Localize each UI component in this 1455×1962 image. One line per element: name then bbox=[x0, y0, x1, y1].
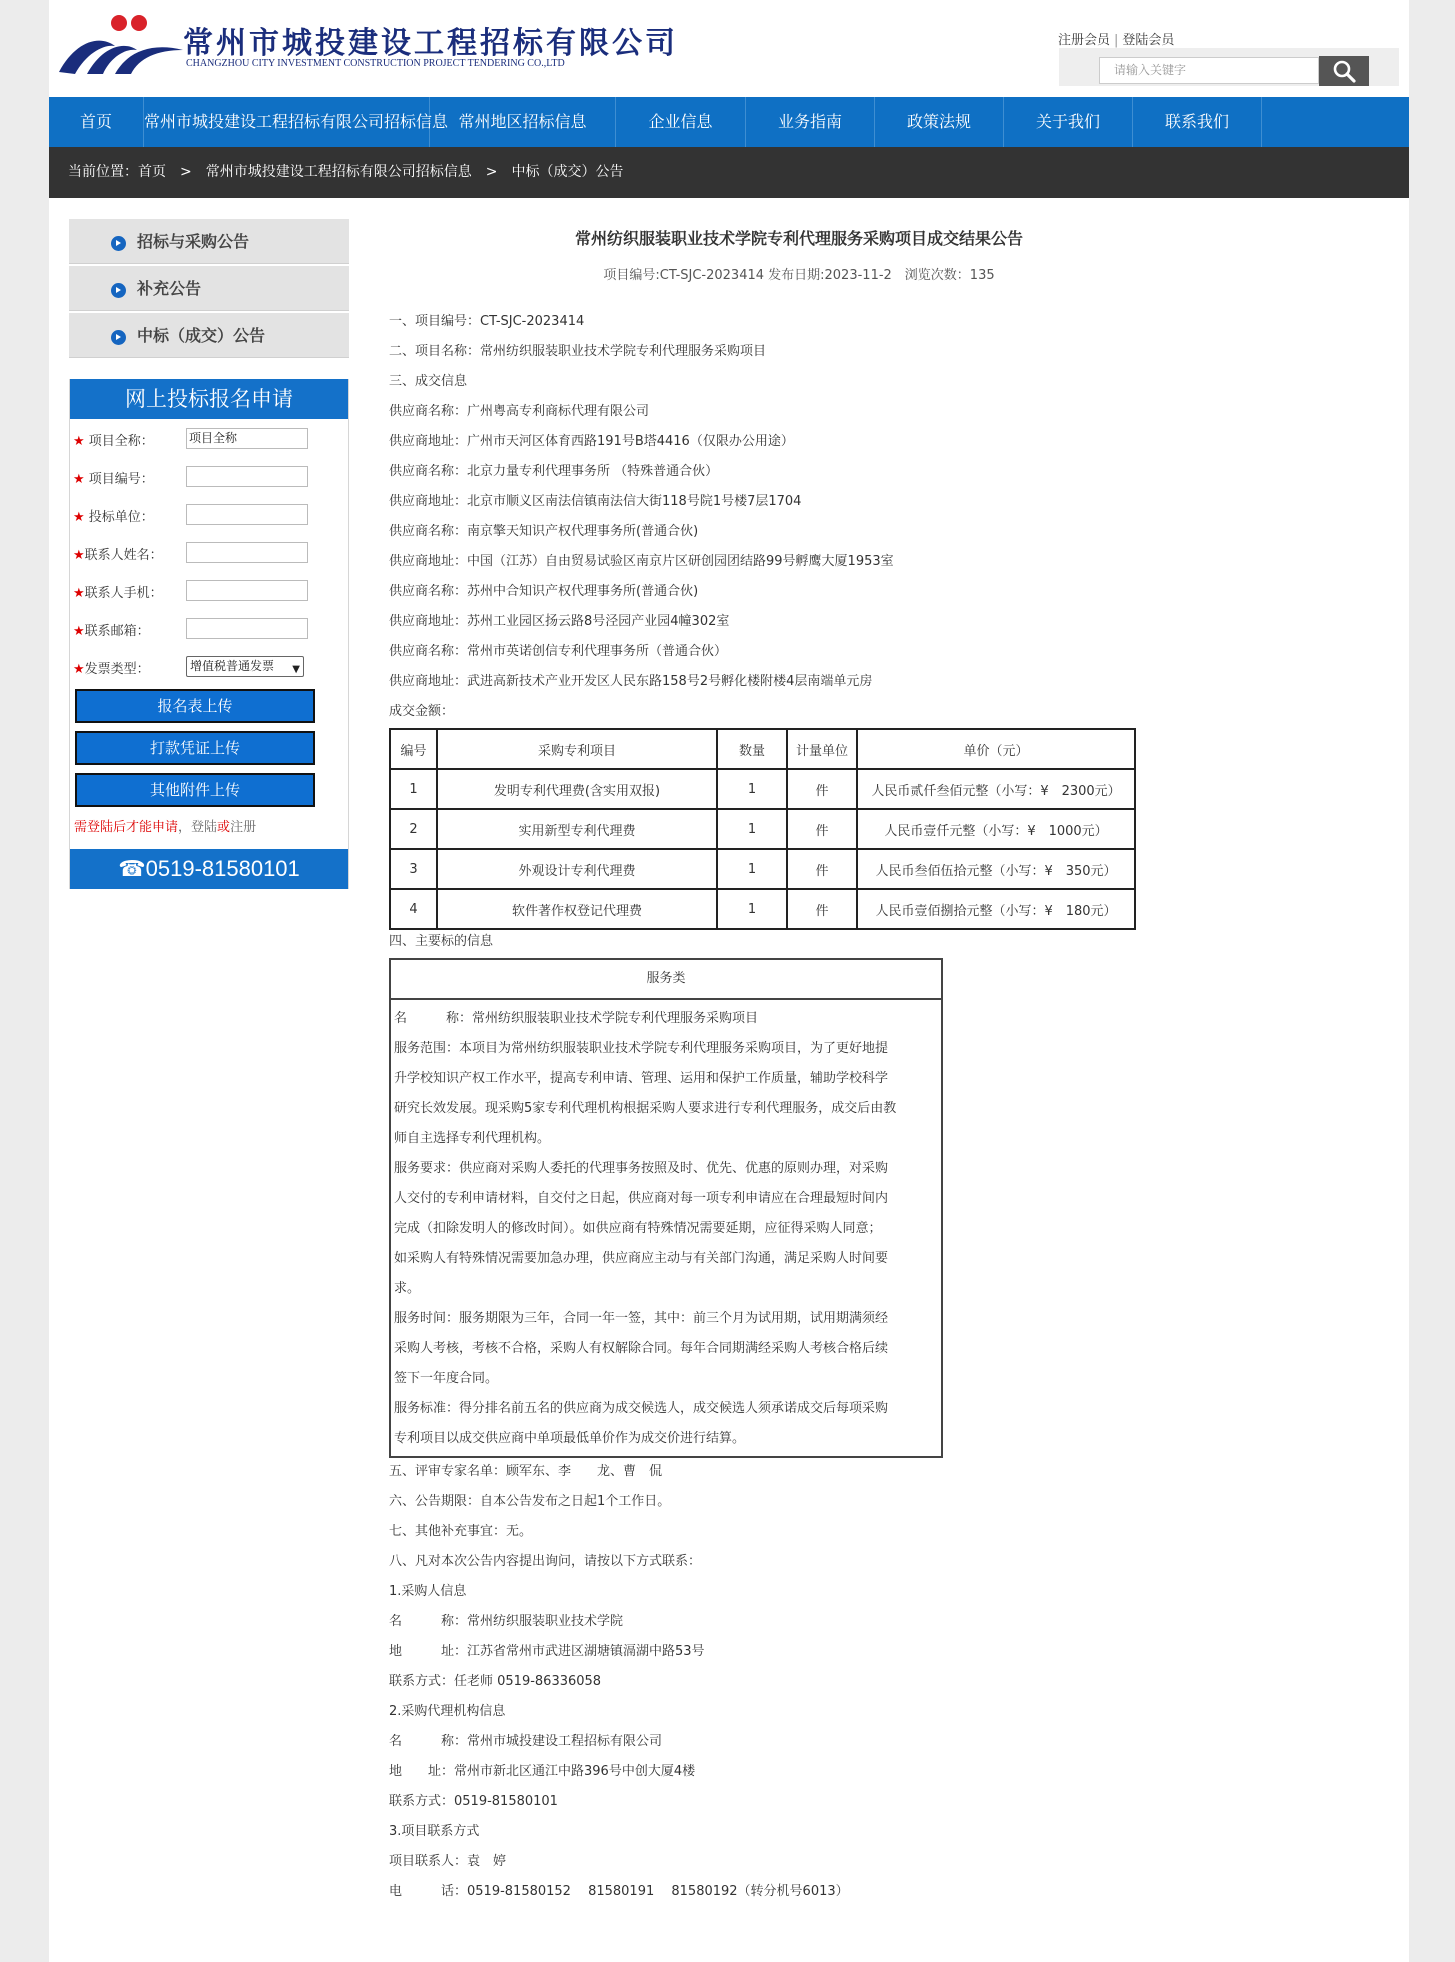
service-text-line: 服务范围：本项目为常州纺织服装职业技术学院专利代理服务采购项目，为了更好地提 bbox=[394, 1041, 889, 1056]
article-text-line: 供应商地址：广州市天河区体育西路191号B塔4416（仅限办公用途） bbox=[389, 434, 794, 449]
table-cell: 人民币叁佰伍拾元整（小写：¥ 350元） bbox=[857, 849, 1135, 889]
nav-enterprise-info[interactable]: 企业信息 bbox=[616, 97, 746, 147]
service-text-line: 如采购人有特殊情况需要加急办理，供应商应主动与有关部门沟通，满足采购人时间要 bbox=[394, 1251, 889, 1266]
table-cell: 件 bbox=[787, 849, 857, 889]
contact-phone-input[interactable] bbox=[186, 580, 308, 601]
breadcrumb-separator: > bbox=[180, 164, 192, 180]
search-area bbox=[1059, 48, 1399, 86]
article-text-line: 项目联系人：袁 婷 bbox=[389, 1854, 507, 1869]
member-links bbox=[1058, 29, 1174, 48]
company-name-en: CHANGZHOU CITY INVESTMENT CONSTRUCTION PROJECT TENDERING CO.,LTD bbox=[186, 58, 565, 69]
service-text-line: 师自主选择专利代理机构。 bbox=[394, 1131, 551, 1146]
invoice-type-value: 增值税普通发票 bbox=[190, 659, 275, 673]
search-button[interactable] bbox=[1319, 56, 1369, 86]
nav-contact-us[interactable]: 联系我们 bbox=[1133, 97, 1262, 147]
field-label: 联系人手机： bbox=[84, 586, 163, 601]
article-text-line: 供应商名称：广州粤高专利商标代理有限公司 bbox=[389, 404, 650, 419]
register-link[interactable]: 注册会员 bbox=[1058, 33, 1111, 48]
required-star-icon: ★ bbox=[73, 434, 85, 449]
service-info-box bbox=[389, 958, 943, 1458]
article-text-line: 供应商名称：苏州中合知识产权代理事务所(普通合伙) bbox=[389, 584, 699, 599]
sidebar-menu bbox=[69, 219, 349, 360]
required-star-icon: ★ bbox=[73, 624, 85, 639]
sidebar-item-label: 招标与采购公告 bbox=[137, 232, 250, 251]
table-cell: 外观设计专利代理费 bbox=[437, 849, 717, 889]
sidebar-item-supplement-notices[interactable] bbox=[69, 266, 349, 311]
project-number-input[interactable] bbox=[186, 466, 308, 487]
sidebar-item-label: 补充公告 bbox=[137, 279, 202, 298]
table-cell: 3 bbox=[390, 849, 437, 889]
article-text-line: 一、项目编号：CT-SJC-2023414 bbox=[389, 314, 585, 329]
login-link[interactable]: 登陆会员 bbox=[1122, 33, 1175, 48]
upload-attachments-button[interactable]: 其他附件上传 bbox=[75, 773, 315, 807]
breadcrumb-separator: > bbox=[485, 164, 498, 180]
table-cell: 人民币壹仟元整（小写：¥ 1000元） bbox=[857, 809, 1135, 849]
contact-name-input[interactable] bbox=[186, 542, 308, 563]
arrow-circle-icon bbox=[111, 330, 126, 345]
service-text-line: 名 称：常州纺织服装职业技术学院专利代理服务采购项目 bbox=[394, 1011, 759, 1026]
table-header-cell: 计量单位 bbox=[787, 729, 857, 769]
service-text-line: 采购人考核，考核不合格，采购人有权解除合同。每年合同期满经采购人考核合格后续 bbox=[394, 1341, 889, 1356]
article-text-line: 三、成交信息 bbox=[389, 374, 468, 389]
site-header bbox=[49, 0, 1409, 97]
article-text-line: 1.采购人信息 bbox=[389, 1584, 467, 1599]
table-row bbox=[390, 849, 1135, 889]
table-cell: 4 bbox=[390, 889, 437, 929]
contact-email-input[interactable] bbox=[186, 618, 308, 639]
required-star-icon: ★ bbox=[73, 662, 85, 677]
article-text-line: 供应商地址：武进高新技术产业开发区人民东路158号2号孵化楼附楼4层南端单元房 bbox=[389, 674, 873, 689]
hotline-bar bbox=[70, 849, 348, 889]
service-category-header: 服务类 bbox=[391, 960, 941, 1000]
service-text-line: 签下一年度合同。 bbox=[394, 1371, 499, 1386]
login-hint-text: 需登陆后才能申请 bbox=[74, 820, 179, 835]
article-text-line: 二、项目名称：常州纺织服装职业技术学院专利代理服务采购项目 bbox=[389, 344, 767, 359]
field-label: 发票类型： bbox=[84, 662, 150, 677]
article-text-line: 成交金额： bbox=[389, 704, 455, 719]
table-row bbox=[390, 809, 1135, 849]
breadcrumb-home[interactable]: 当前位置：首页 bbox=[68, 164, 166, 180]
service-text-line: 服务时间：服务期限为三年，合同一年一签，其中：前三个月为试用期，试用期满须经 bbox=[394, 1311, 889, 1326]
service-text-line: 服务标准：得分排名前五名的供应商为成交候选人，成交候选人须承诺成交后每项采购 bbox=[394, 1401, 889, 1416]
table-cell: 1 bbox=[717, 809, 787, 849]
table-header-cell: 数量 bbox=[717, 729, 787, 769]
search-icon bbox=[1332, 59, 1356, 83]
table-cell: 人民币贰仟叁佰元整（小写：¥ 2300元） bbox=[857, 769, 1135, 809]
service-text-line: 服务要求：供应商对采购人委托的代理事务按照及时、优先、优惠的原则办理，对采购 bbox=[394, 1161, 889, 1176]
login-link[interactable]: 登陆 bbox=[191, 820, 218, 835]
article-text-line: 联系方式：任老师 0519-86336058 bbox=[389, 1674, 602, 1689]
table-row bbox=[390, 769, 1135, 809]
field-label: 项目全称： bbox=[88, 434, 154, 449]
nav-home[interactable]: 首页 bbox=[49, 97, 144, 147]
table-cell: 1 bbox=[390, 769, 437, 809]
article-text-line: 供应商名称：常州市英诺创信专利代理事务所（普通合伙） bbox=[389, 644, 728, 659]
table-cell: 人民币壹佰捌拾元整（小写：¥ 180元） bbox=[857, 889, 1135, 929]
sidebar-item-award-notices[interactable] bbox=[69, 313, 349, 358]
table-row bbox=[390, 889, 1135, 929]
required-star-icon: ★ bbox=[73, 510, 85, 525]
sidebar-item-tender-notices[interactable] bbox=[69, 219, 349, 264]
table-cell: 实用新型专利代理费 bbox=[437, 809, 717, 849]
breadcrumb bbox=[49, 147, 1409, 198]
main-nav bbox=[49, 97, 1409, 147]
page bbox=[49, 0, 1409, 1962]
company-logo-icon bbox=[57, 12, 185, 78]
table-cell: 件 bbox=[787, 889, 857, 929]
sidebar-item-label: 中标（成交）公告 bbox=[137, 326, 266, 345]
chevron-down-icon: ▼ bbox=[292, 664, 300, 675]
service-text-line: 专利项目以成交供应商中单项最低单价作为成交价进行结算。 bbox=[394, 1431, 746, 1446]
section-heading: 四、主要标的信息 bbox=[389, 934, 494, 949]
search-input[interactable]: 请输入关键字 bbox=[1099, 57, 1319, 84]
table-cell: 件 bbox=[787, 769, 857, 809]
nav-business-guide[interactable]: 业务指南 bbox=[746, 97, 875, 147]
article-text-line: 地 址：江苏省常州市武进区湖塘镇滆湖中路53号 bbox=[389, 1644, 705, 1659]
required-star-icon: ★ bbox=[73, 548, 85, 563]
article-text-line: 供应商地址：苏州工业园区扬云路8号泾园产业园4幢302室 bbox=[389, 614, 730, 629]
table-header-cell: 采购专利项目 bbox=[437, 729, 717, 769]
invoice-type-select[interactable] bbox=[186, 656, 304, 677]
service-text-line: 研究长效发展。现采购5家专利代理机构根据采购人要求进行专利代理服务，成交后由教 bbox=[394, 1101, 897, 1116]
service-text-line: 升学校知识产权工作水平，提高专利申请、管理、运用和保护工作质量，辅助学校科学 bbox=[394, 1071, 889, 1086]
article-text-line: 六、公告期限：自本公告发布之日起1个工作日。 bbox=[389, 1494, 671, 1509]
arrow-circle-icon bbox=[111, 236, 126, 251]
article-text-line: 名 称：常州纺织服装职业技术学院 bbox=[389, 1614, 624, 1629]
service-text-line: 人交付的专利申请材料，自交付之日起，供应商对每一项专利申请应在合理最短时间内 bbox=[394, 1191, 889, 1206]
breadcrumb-level1[interactable]: 常州市城投建设工程招标有限公司招标信息 bbox=[205, 164, 472, 180]
article-text-line: 五、评审专家名单：顾军东、李 龙、曹 侃 bbox=[389, 1464, 663, 1479]
article-text-line: 供应商名称：南京擎天知识产权代理事务所(普通合伙) bbox=[389, 524, 699, 539]
article-text-line: 供应商地址：中国（江苏）自由贸易试验区南京片区研创园团结路99号孵鹰大厦1953室 bbox=[389, 554, 894, 569]
upload-payment-button[interactable]: 打款凭证上传 bbox=[75, 731, 315, 765]
arrow-circle-icon bbox=[111, 283, 126, 298]
service-text-line: 求。 bbox=[394, 1281, 421, 1296]
field-label: 联系邮箱： bbox=[84, 624, 150, 639]
table-cell: 2 bbox=[390, 809, 437, 849]
field-label: 联系人姓名： bbox=[84, 548, 163, 563]
login-hint bbox=[74, 816, 256, 835]
table-cell: 1 bbox=[717, 769, 787, 809]
deal-amount-table bbox=[389, 728, 1136, 930]
table-header-cell: 编号 bbox=[390, 729, 437, 769]
article-meta: 项目编号:CT-SJC-2023414 发布日期:2023-11-2 浏览次数：135 bbox=[603, 268, 995, 283]
table-cell: 软件著作权登记代理费 bbox=[437, 889, 717, 929]
hotline-number: 0519-81580101 bbox=[145, 856, 300, 881]
signup-panel bbox=[69, 379, 349, 889]
login-hint-or: 或 bbox=[217, 820, 231, 835]
article-text-line: 供应商地址：北京市顺义区南法信镇南法信大街118号院1号楼7层1704 bbox=[389, 494, 802, 509]
field-label: 项目编号： bbox=[88, 472, 154, 487]
table-header-cell: 单价（元） bbox=[857, 729, 1135, 769]
table-cell: 1 bbox=[717, 849, 787, 889]
article-text-line: 3.项目联系方式 bbox=[389, 1824, 480, 1839]
company-name-cn: 常州市城投建设工程招标有限公司 bbox=[183, 26, 678, 61]
login-hint-comma: ， bbox=[178, 820, 192, 835]
article-text-line: 七、其他补充事宜：无。 bbox=[389, 1524, 533, 1539]
table-cell: 件 bbox=[787, 809, 857, 849]
table-cell: 发明专利代理费(含实用双报) bbox=[437, 769, 717, 809]
nav-company-tenders[interactable]: 常州市城投建设工程招标有限公司招标信息 bbox=[144, 97, 430, 147]
upload-form-button[interactable]: 报名表上传 bbox=[75, 689, 315, 723]
article-text-line: 八、凡对本次公告内容提出询问，请按以下方式联系： bbox=[389, 1554, 702, 1569]
article-text-line: 电 话：0519-81580152 81580191 81580192（转分机号6013） bbox=[389, 1884, 849, 1899]
article-text-line: 地 址：常州市新北区通江中路396号中创大厦4楼 bbox=[389, 1764, 696, 1779]
bidder-input[interactable] bbox=[186, 504, 308, 525]
signup-title: 网上投标报名申请 bbox=[70, 379, 348, 419]
table-cell: 1 bbox=[717, 889, 787, 929]
breadcrumb-current[interactable]: 中标（成交）公告 bbox=[511, 164, 624, 180]
nav-policies[interactable]: 政策法规 bbox=[875, 97, 1004, 147]
nav-regional-tenders[interactable]: 常州地区招标信息 bbox=[430, 97, 616, 147]
article-text-line: 名 称：常州市城投建设工程招标有限公司 bbox=[389, 1734, 663, 1749]
service-info-body bbox=[391, 1000, 941, 1454]
required-star-icon: ★ bbox=[73, 586, 85, 601]
member-links-separator: | bbox=[1114, 33, 1119, 48]
register-link[interactable]: 注册 bbox=[230, 820, 257, 835]
phone-icon: ☎ bbox=[118, 856, 146, 881]
service-text-line: 完成（扣除发明人的修改时间）。如供应商有特殊情况需要延期，应征得采购人同意； bbox=[394, 1221, 882, 1236]
article-text-line: 联系方式：0519-81580101 bbox=[389, 1794, 558, 1809]
table-header-row bbox=[390, 729, 1135, 769]
article-title: 常州纺织服装职业技术学院专利代理服务采购项目成交结果公告 bbox=[574, 229, 1023, 248]
nav-about-us[interactable]: 关于我们 bbox=[1004, 97, 1133, 147]
required-star-icon: ★ bbox=[73, 472, 85, 487]
project-name-input[interactable]: 项目全称 bbox=[186, 428, 308, 449]
article-text-line: 供应商名称：北京力量专利代理事务所 （特殊普通合伙） bbox=[389, 464, 719, 479]
field-label: 投标单位： bbox=[88, 510, 154, 525]
article-text-line: 2.采购代理机构信息 bbox=[389, 1704, 506, 1719]
